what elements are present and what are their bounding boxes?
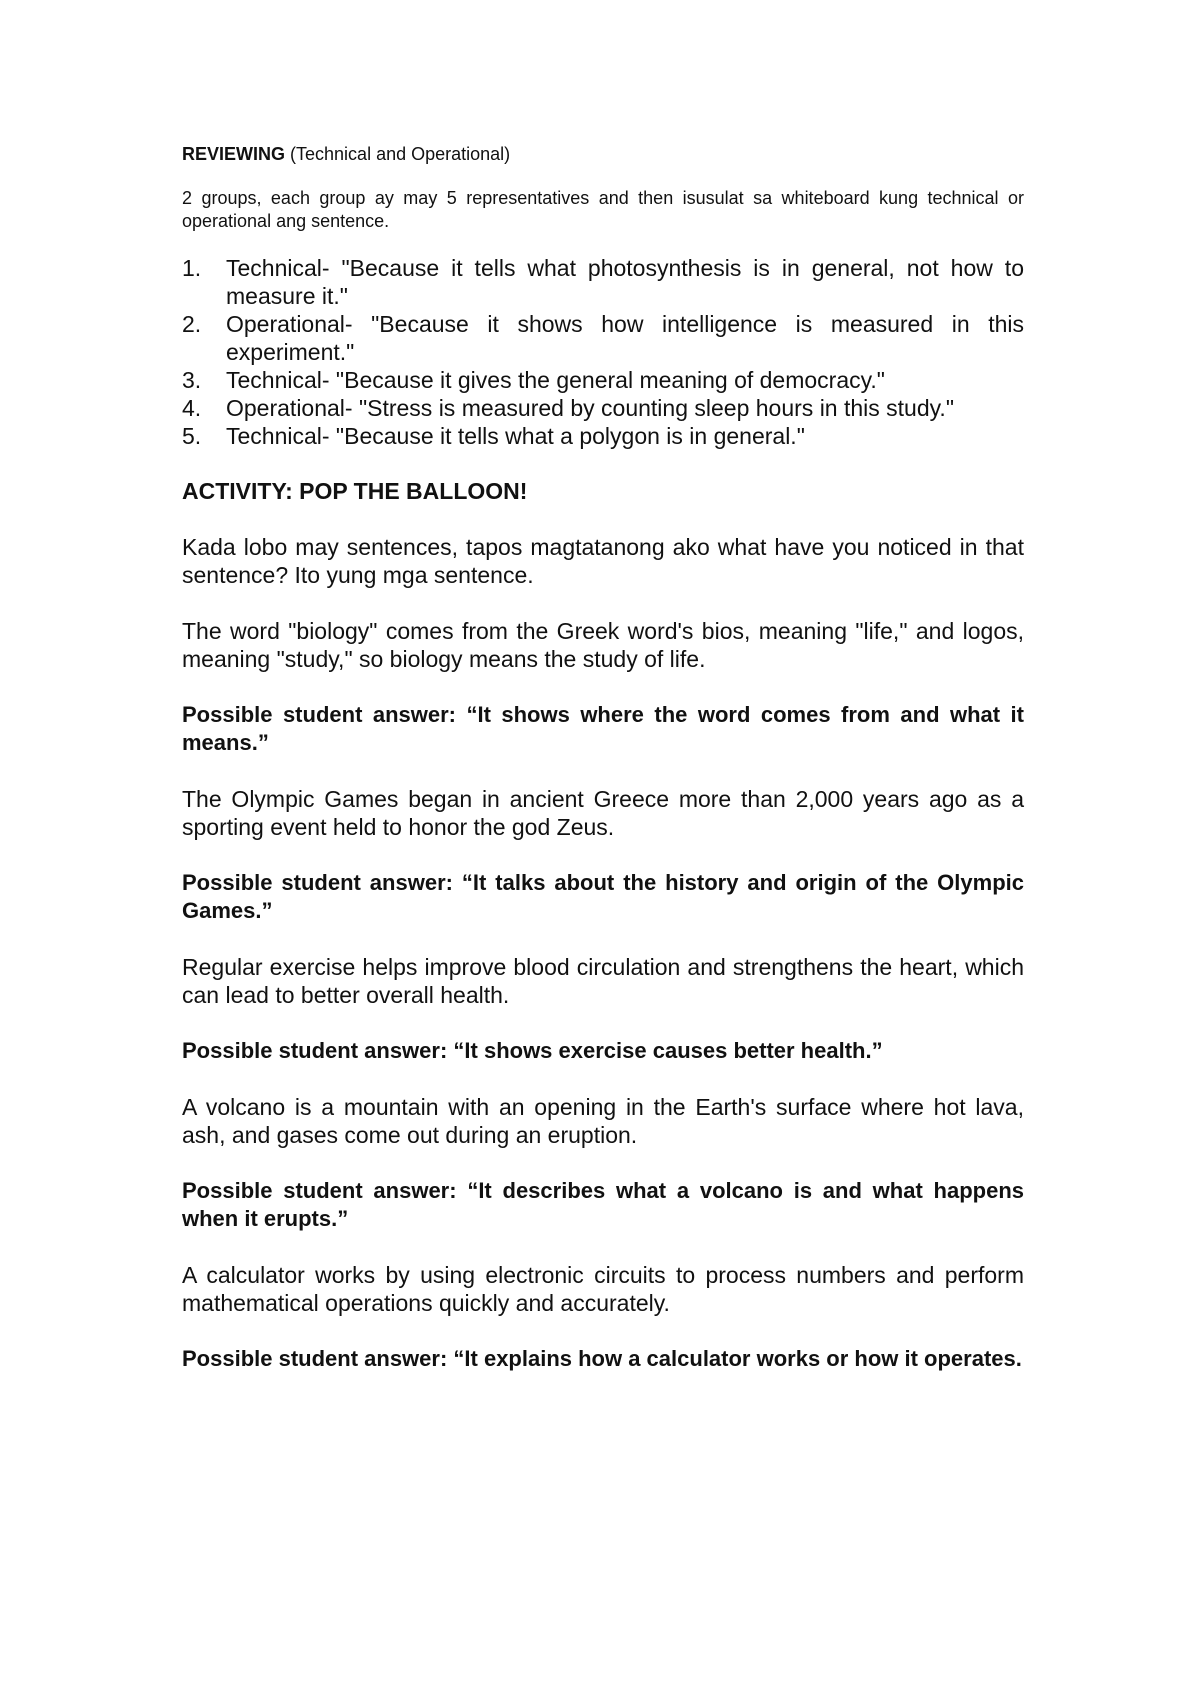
- list-item-text: Operational- "Stress is measured by counting sleep hours in this study.": [226, 395, 954, 421]
- balloon-sentence-olympics: The Olympic Games began in ancient Greece more than 2,000 years ago as a sporting event held to honor the god Zeus.: [182, 786, 1024, 840]
- list-item-number: 5.: [182, 423, 202, 449]
- reviewing-heading-bold: REVIEWING: [182, 144, 286, 164]
- reviewing-heading-rest: (Technical and Operational): [290, 144, 511, 164]
- activity-instructions: Kada lobo may sentences, tapos magtatanong ako what have you noticed in that sentence? Ito yung mga sentence.: [182, 534, 1024, 588]
- student-answer-calculator: Possible student answer: “It explains how a calculator works or how it operates.: [182, 1346, 1022, 1371]
- list-item: [182, 254, 1024, 310]
- reviewing-instructions: 2 groups, each group ay may 5 representatives and then isusulat sa whiteboard kung technical or operational ang sentence.: [182, 188, 1024, 231]
- balloon-sentence-biology: The word "biology" comes from the Greek word's bios, meaning "life," and logos, meaning "study," so biology means the study of life.: [182, 618, 1024, 672]
- balloon-sentence-volcano: A volcano is a mountain with an opening in the Earth's surface where hot lava, ash, and gases come out during an eruption.: [182, 1094, 1024, 1148]
- reviewing-answer-list: [182, 254, 1024, 450]
- balloon-sentence-calculator: A calculator works by using electronic circuits to process numbers and perform mathematical operations quickly and accurately.: [182, 1262, 1024, 1316]
- student-answer-exercise: Possible student answer: “It shows exercise causes better health.”: [182, 1038, 883, 1063]
- list-item: [182, 422, 1024, 450]
- reviewing-heading: [182, 143, 1024, 165]
- list-item-number: 3.: [182, 367, 202, 393]
- list-item-text: Technical- "Because it tells what a polygon is in general.": [226, 423, 805, 449]
- list-item: [182, 310, 1024, 366]
- list-item-number: 2.: [182, 311, 202, 337]
- activity-heading: ACTIVITY: POP THE BALLOON!: [182, 478, 528, 504]
- student-answer-biology: Possible student answer: “It shows where the word comes from and what it means.”: [182, 702, 1024, 755]
- list-item-text: Operational- "Because it shows how intelligence is measured in this experiment.": [226, 311, 1024, 365]
- list-item-text: Technical- "Because it gives the general meaning of democracy.": [226, 367, 885, 393]
- list-item-text: Technical- "Because it tells what photosynthesis is in general, not how to measure it.": [226, 255, 1024, 309]
- student-answer-olympics: Possible student answer: “It talks about the history and origin of the Olympic Games.”: [182, 870, 1024, 923]
- list-item-number: 1.: [182, 255, 202, 281]
- list-item: [182, 366, 1024, 394]
- balloon-sentence-exercise: Regular exercise helps improve blood circulation and strengthens the heart, which can lead to better overall health.: [182, 954, 1024, 1008]
- list-item: [182, 394, 1024, 422]
- student-answer-volcano: Possible student answer: “It describes what a volcano is and what happens when it erupts.”: [182, 1178, 1024, 1231]
- document-page: [182, 143, 1024, 1373]
- list-item-number: 4.: [182, 395, 202, 421]
